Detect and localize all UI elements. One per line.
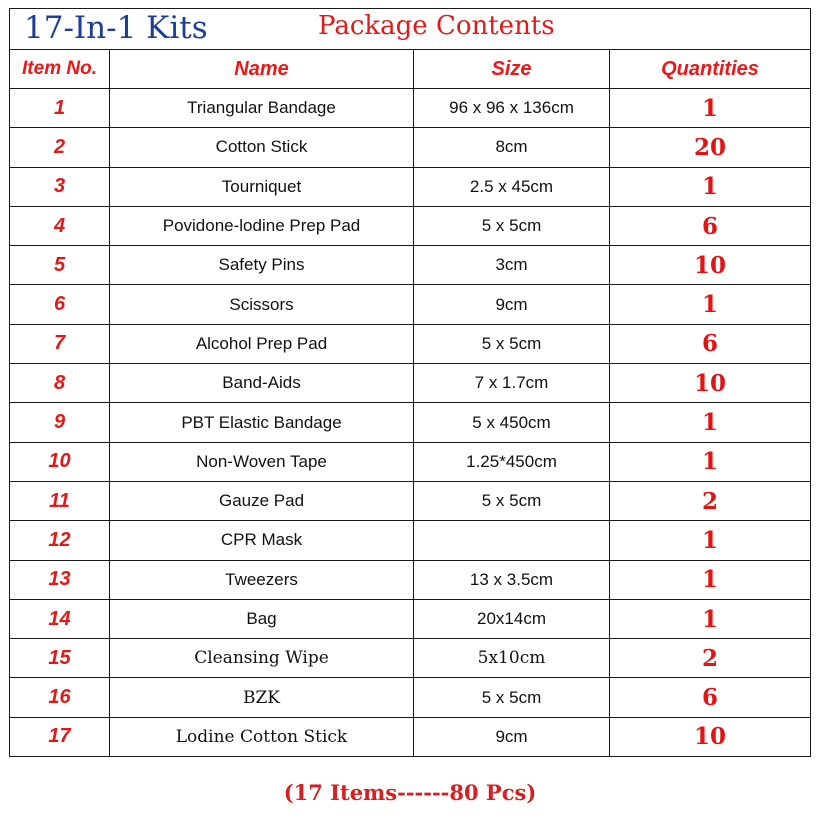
footer-summary: (17 Items------80 Pcs) xyxy=(283,780,537,805)
item-name: Safety Pins xyxy=(110,246,414,285)
item-size: 96 x 96 x 136cm xyxy=(414,89,610,128)
table-row xyxy=(10,678,811,717)
item-quantity: 1 xyxy=(610,599,811,638)
table-row xyxy=(10,599,811,638)
item-number: 17 xyxy=(10,717,110,756)
item-size: 2.5 x 45cm xyxy=(414,167,610,206)
item-size: 9cm xyxy=(414,285,610,324)
item-name: Cleansing Wipe xyxy=(110,639,414,678)
table-row xyxy=(10,167,811,206)
table-row xyxy=(10,403,811,442)
item-quantity: 1 xyxy=(610,560,811,599)
item-name: Non-Woven Tape xyxy=(110,442,414,481)
item-size: 7 x 1.7cm xyxy=(414,364,610,403)
item-quantity: 10 xyxy=(610,717,811,756)
item-number: 15 xyxy=(10,639,110,678)
item-quantity: 10 xyxy=(610,246,811,285)
table-row xyxy=(10,285,811,324)
item-name: Band-Aids xyxy=(110,364,414,403)
item-number: 1 xyxy=(10,89,110,128)
item-name: Alcohol Prep Pad xyxy=(110,324,414,363)
item-quantity: 1 xyxy=(610,403,811,442)
item-name: Tweezers xyxy=(110,560,414,599)
item-number: 3 xyxy=(10,167,110,206)
item-number: 12 xyxy=(10,521,110,560)
item-quantity: 6 xyxy=(610,324,811,363)
item-quantity: 6 xyxy=(610,206,811,245)
item-number: 10 xyxy=(10,442,110,481)
item-name: Cotton Stick xyxy=(110,128,414,167)
item-name: BZK xyxy=(110,678,414,717)
contents-sheet xyxy=(9,8,810,757)
item-name: Triangular Bandage xyxy=(110,89,414,128)
item-name: Scissors xyxy=(110,285,414,324)
item-size: 5 x 5cm xyxy=(414,678,610,717)
item-size: 8cm xyxy=(414,128,610,167)
quantities-header: Quantities xyxy=(610,50,811,89)
item-size: 5 x 5cm xyxy=(414,481,610,520)
item-number: 7 xyxy=(10,324,110,363)
table-row xyxy=(10,324,811,363)
size-header: Size xyxy=(414,50,610,89)
item-size: 13 x 3.5cm xyxy=(414,560,610,599)
item-quantity: 1 xyxy=(610,521,811,560)
item-no-header: Item No. xyxy=(10,50,110,89)
item-size xyxy=(414,521,610,560)
kit-title: 17-In-1 Kits xyxy=(24,10,208,46)
item-size: 9cm xyxy=(414,717,610,756)
item-name: Lodine Cotton Stick xyxy=(110,717,414,756)
table-row xyxy=(10,246,811,285)
name-header: Name xyxy=(110,50,414,89)
item-number: 6 xyxy=(10,285,110,324)
item-quantity: 2 xyxy=(610,639,811,678)
item-quantity: 1 xyxy=(610,285,811,324)
package-contents-title: Package Contents xyxy=(318,11,555,41)
item-quantity: 6 xyxy=(610,678,811,717)
item-name: Gauze Pad xyxy=(110,481,414,520)
table-row xyxy=(10,521,811,560)
table-row xyxy=(10,206,811,245)
title-cell xyxy=(10,9,811,50)
item-number: 9 xyxy=(10,403,110,442)
item-number: 2 xyxy=(10,128,110,167)
table-row xyxy=(10,364,811,403)
contents-table xyxy=(9,8,811,757)
item-name: Bag xyxy=(110,599,414,638)
title-row xyxy=(10,9,811,50)
item-number: 13 xyxy=(10,560,110,599)
item-name: Tourniquet xyxy=(110,167,414,206)
item-quantity: 1 xyxy=(610,442,811,481)
item-number: 16 xyxy=(10,678,110,717)
item-quantity: 10 xyxy=(610,364,811,403)
item-number: 14 xyxy=(10,599,110,638)
item-size: 5 x 5cm xyxy=(414,206,610,245)
table-row xyxy=(10,128,811,167)
item-number: 8 xyxy=(10,364,110,403)
column-header-row xyxy=(10,50,811,89)
item-number: 11 xyxy=(10,481,110,520)
item-quantity: 2 xyxy=(610,481,811,520)
item-number: 4 xyxy=(10,206,110,245)
item-name: Povidone-lodine Prep Pad xyxy=(110,206,414,245)
table-row xyxy=(10,442,811,481)
item-name: PBT Elastic Bandage xyxy=(110,403,414,442)
item-quantity: 1 xyxy=(610,89,811,128)
item-quantity: 20 xyxy=(610,128,811,167)
item-name: CPR Mask xyxy=(110,521,414,560)
item-number: 5 xyxy=(10,246,110,285)
table-row xyxy=(10,560,811,599)
item-size: 1.25*450cm xyxy=(414,442,610,481)
table-row xyxy=(10,639,811,678)
item-size: 5x10cm xyxy=(414,639,610,678)
table-row xyxy=(10,717,811,756)
table-row xyxy=(10,481,811,520)
item-quantity: 1 xyxy=(610,167,811,206)
item-size: 3cm xyxy=(414,246,610,285)
item-size: 20x14cm xyxy=(414,599,610,638)
item-size: 5 x 5cm xyxy=(414,324,610,363)
table-row xyxy=(10,89,811,128)
item-size: 5 x 450cm xyxy=(414,403,610,442)
